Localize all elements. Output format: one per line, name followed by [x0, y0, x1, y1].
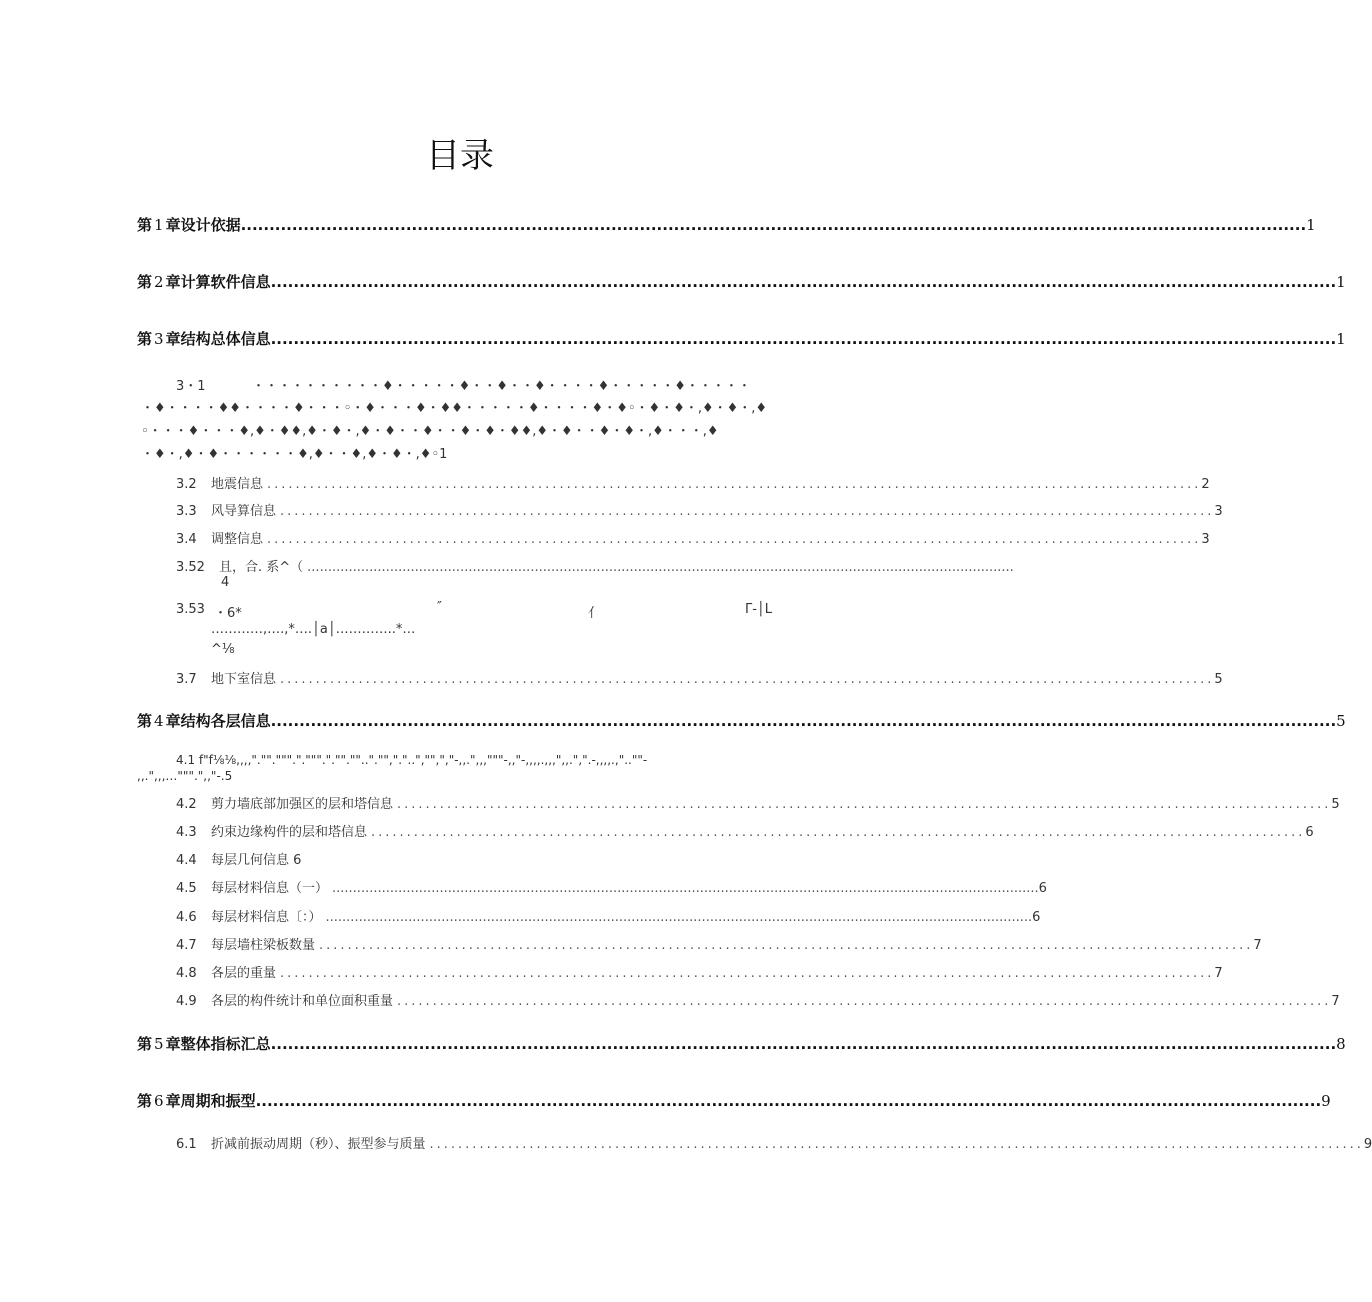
toc-section-3-52[interactable] [176, 556, 1014, 575]
section-title: 地震信息 [211, 477, 264, 492]
toc-section-4-9[interactable] [176, 990, 1340, 1009]
dot-leader: ........................................................................................................................................................................................... [255, 1092, 1322, 1110]
toc-section-3-1-line4: ・♦・,♦・♦・・・・・・♦,♦・・♦,♦・♦・,♦◦1 [141, 447, 448, 462]
page-number: 5 [1336, 712, 1346, 730]
dot-leader: ................................................................................................................................... [280, 672, 1215, 687]
section-title: 且，合. 系^（ [219, 560, 304, 575]
section-number: 4.4 [176, 853, 197, 868]
chapter-prefix: 第 [137, 712, 153, 730]
chapter-number: 1 [154, 216, 164, 234]
toc-chapter-3[interactable] [137, 328, 1346, 349]
toc-section-3-1-line3: ◦・・・♦・・・♦,♦・♦♦,♦・♦・,♦・♦・・♦・・♦・♦・♦♦,♦・♦・・♦・♦・,♦・・・,♦ [141, 424, 719, 439]
chapter-prefix: 第 [137, 1035, 153, 1053]
toc-section-4-4[interactable] [176, 849, 782, 868]
section-title: 约束边缘构件的层和塔信息 [211, 825, 368, 840]
section-number: 4.7 [176, 938, 197, 953]
garbled-glyph: Γ-│L [745, 602, 773, 617]
dot-leader: ........................................................................................................................................................................................... [270, 712, 1337, 730]
section-title: 地下室信息 [211, 672, 277, 687]
toc-chapter-1[interactable] [137, 214, 1316, 235]
garbled-glyph: ・6* [214, 606, 242, 621]
section-number: 4.6 [176, 910, 197, 925]
toc-section-4-7[interactable] [176, 934, 1262, 953]
chapter-title: 章结构总体信息 [165, 330, 271, 348]
toc-section-3-7[interactable] [176, 668, 1223, 687]
dot-leader: ........................................................................................................................................................................................... [270, 330, 1337, 348]
section-number: 4.2 [176, 797, 197, 812]
section-number: 3.2 [176, 477, 197, 492]
dot-leader: ................................................................................................................................... [429, 1137, 1364, 1152]
section-title: 风导算信息 [211, 504, 277, 519]
toc-section-3-1-line1[interactable] [176, 375, 786, 394]
garbled-leader: …………,….,*….│a│…………..*… [211, 622, 416, 637]
section-title: 每层材料信息〔：） [211, 910, 322, 925]
page-number: 9 [1363, 1137, 1372, 1152]
page-number: 1 [1336, 330, 1346, 348]
section-title: 每层几何信息 6 [211, 853, 302, 868]
section-title: 折减前振动周期（秒）、振型参与质量 [211, 1137, 426, 1152]
toc-section-3-2[interactable] [176, 473, 1210, 492]
chapter-title: 章结构各层信息 [165, 712, 271, 730]
section-number: 4.5 [176, 881, 197, 896]
dot-leader: ................................................................................................................................... [280, 504, 1215, 519]
page-number: 3 [1214, 504, 1223, 519]
toc-section-4-1-line1[interactable]: 4.1 f"f⅛⅛,,,,"."".""".".""".".""."".."."","."..","",","-,,.",,,"""-,,"-,,,,.,,,",,.",".-,,,,.,"..""- [176, 753, 648, 767]
garbled-leader: ・・・・・・・・・・♦・・・・・♦・・♦・・♦・・・・♦・・・・・♦・・・・・ [252, 379, 751, 394]
chapter-number: 4 [154, 712, 164, 730]
chapter-prefix: 第 [137, 1092, 153, 1110]
chapter-prefix: 第 [137, 216, 153, 234]
dot-leader: ................................................................................................................................... [267, 532, 1202, 547]
toc-section-4-5[interactable] [176, 877, 1047, 896]
toc-section-6-1[interactable] [176, 1133, 1372, 1152]
page-number: 9 [1321, 1092, 1331, 1110]
dot-leader: ........................................................................................................................................................................... [307, 560, 1014, 575]
toc-section-4-8[interactable] [176, 962, 1223, 981]
dot-leader: ........................................................................................................................................................................... [325, 910, 1033, 925]
section-page-number: 4 [221, 575, 230, 590]
section-number: 3・1 [176, 379, 206, 394]
chapter-title: 章计算软件信息 [165, 273, 271, 291]
page-number: 6 [1032, 910, 1041, 925]
page-number: 7 [1331, 994, 1340, 1009]
dot-leader: ........................................................................................................................................................................................... [240, 216, 1307, 234]
dot-leader: ................................................................................................................................... [371, 825, 1306, 840]
chapter-title: 章整体指标汇总 [165, 1035, 271, 1053]
page-title: 目录 [426, 136, 494, 176]
toc-section-4-2[interactable] [176, 793, 1340, 812]
section-number: 4.9 [176, 994, 197, 1009]
dot-leader: ................................................................................................................................... [319, 938, 1254, 953]
chapter-title: 章周期和振型 [165, 1092, 256, 1110]
chapter-prefix: 第 [137, 273, 153, 291]
toc-section-4-1-line2: ,,.",,,…""".",,"-.5 [137, 769, 233, 783]
section-title: 调整信息 [211, 532, 264, 547]
section-number: 3.7 [176, 672, 197, 687]
toc-chapter-4[interactable] [137, 710, 1346, 731]
dot-leader: ........................................................................................................................................................................................... [270, 273, 1337, 291]
chapter-number: 3 [154, 330, 164, 348]
section-number: 4.8 [176, 966, 197, 981]
garbled-leader: ^⅛ [211, 642, 235, 657]
section-number: 3.53 [176, 602, 205, 617]
toc-section-4-3[interactable] [176, 821, 1314, 840]
section-number: 4.3 [176, 825, 197, 840]
page-number: 7 [1253, 938, 1262, 953]
page-number: 2 [1201, 477, 1210, 492]
page-number: 3 [1201, 532, 1210, 547]
section-number: 6.1 [176, 1137, 197, 1152]
section-title: 剪力墙底部加强区的层和塔信息 [211, 797, 394, 812]
page-number: 5 [1331, 797, 1340, 812]
dot-leader: ................................................................................................................................... [280, 966, 1215, 981]
section-number: 3.52 [176, 560, 205, 575]
toc-section-4-6[interactable] [176, 906, 1041, 925]
dot-leader: ................................................................................................................................... [397, 797, 1332, 812]
page-number: 1 [1306, 216, 1316, 234]
dot-leader: ................................................................................................................................... [397, 994, 1332, 1009]
toc-section-3-4[interactable] [176, 528, 1210, 547]
dot-leader: ........................................................................................................................................................................... [332, 881, 1039, 896]
toc-chapter-6[interactable] [137, 1090, 1331, 1111]
toc-chapter-5[interactable] [137, 1033, 1346, 1054]
page-number: 6 [1305, 825, 1314, 840]
section-title: 每层墙柱梁板数量 [211, 938, 316, 953]
dot-leader: ................................................................................................................................... [267, 477, 1202, 492]
section-title: 各层的构件统计和单位面积重量 [211, 994, 394, 1009]
section-title: 各层的重量 [211, 966, 277, 981]
chapter-title: 章设计依据 [165, 216, 241, 234]
section-title: 每层材料信息（一） [211, 881, 329, 896]
page-number: 1 [1336, 273, 1346, 291]
page-number: 7 [1214, 966, 1223, 981]
section-number: 3.4 [176, 532, 197, 547]
page-number: 5 [1214, 672, 1223, 687]
section-number: 3.3 [176, 504, 197, 519]
toc-chapter-2[interactable] [137, 271, 1346, 292]
toc-section-3-3[interactable] [176, 500, 1223, 519]
page-number: 8 [1336, 1035, 1346, 1053]
chapter-number: 6 [154, 1092, 164, 1110]
page-number: 6 [1038, 881, 1047, 896]
garbled-glyph: ″ [437, 600, 442, 615]
garbled-glyph: 亻 [588, 606, 602, 621]
chapter-number: 5 [154, 1035, 164, 1053]
chapter-number: 2 [154, 273, 164, 291]
toc-section-3-1-line2: ・♦・・・・♦♦・・・・♦・・・◦・♦・・・♦・♦♦・・・・・♦・・・・♦・♦◦・♦・♦・,♦・♦・,♦ [141, 401, 768, 416]
dot-leader: ........................................................................................................................................................................................... [270, 1035, 1337, 1053]
chapter-prefix: 第 [137, 330, 153, 348]
